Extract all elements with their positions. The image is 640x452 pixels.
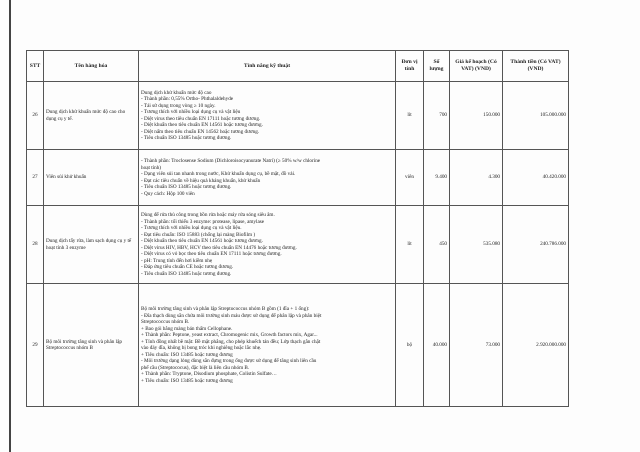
row-name: Bộ môi trường tăng sinh và phân lập Streptococcus nhóm B	[44, 284, 139, 407]
scan-border	[9, 0, 11, 452]
spec-line: - Diệt nấm theo tiêu chuẩn EN 14562 hoặc tương đương.	[141, 128, 260, 135]
spec-line: - Thành phần: tối thiểu 3 enzyme: protease, lipase, amylase	[141, 218, 265, 225]
row-stt: 28	[27, 206, 44, 284]
row-stt: 26	[27, 82, 44, 150]
spec-line: Dung dịch khử khuẩn mức độ cao	[141, 89, 212, 96]
row-total: 240.786.000	[503, 206, 569, 284]
table-row	[27, 284, 569, 407]
row-spec	[139, 206, 396, 284]
spec-line: - pH: Trung tính đến hơi kiềm nhẹ	[141, 257, 213, 264]
spec-line: - Tương thích với nhiều loại dụng cụ và vật liệu.	[141, 225, 242, 231]
spec-line: - Đáp ứng tiêu chuẩn CE hoặc tương đương.	[141, 264, 234, 270]
spec-line: - Tiêu chuẩn ISO 13485 hoặc tương đương.	[141, 270, 232, 277]
spec-line: - Tái sử dụng trong vòng ≥ 10 ngày.	[141, 102, 216, 109]
spec-line: - Tiêu chuẩn ISO 13485 hoặc tương đương.	[141, 135, 232, 141]
header-name: Tên hàng hóa	[44, 51, 139, 82]
row-name: Dung dịch tẩy rửa, làm sạch dụng cụ y tế hoạt tính 3 enzyme	[44, 206, 139, 284]
spec-line: - Tương thích với nhiều loại dụng cụ và vật liệu	[141, 109, 241, 115]
table-row	[27, 206, 569, 284]
spec-line: - Diệt virus có vỏ bọc theo tiêu chuẩn EN 17111 hoặc tương đương.	[141, 251, 282, 257]
row-total: 105.000.000	[503, 82, 569, 150]
row-unit: bộ	[396, 284, 424, 407]
spec-line: hoạt tính)	[141, 164, 162, 171]
spec-line: - Đạt các tiêu chuẩn về hiệu quả kháng khuẩn, khử khuẩn	[141, 177, 261, 184]
row-qty: 9.400	[424, 150, 450, 206]
spec-line: - Diệt khuẩn theo tiêu chuẩn EN 14561 hoặc tương đương.	[141, 238, 263, 244]
row-name: Dung dịch khử khuẩn mức độ cao cho dụng cụ y tế.	[44, 82, 139, 150]
header-unit: Đơn vị tính	[396, 51, 424, 82]
row-spec	[139, 284, 396, 407]
row-total: 2.920.000.000	[503, 284, 569, 407]
spec-line: Bộ môi trường tăng sinh và phân lập Streptococcus nhóm B gồm (1 đĩa + 1 ống):	[141, 306, 310, 312]
header-stt: STT	[27, 51, 44, 82]
spec-line: - Diệt virus HIV, HBV, HCV theo tiêu chuẩn EN 14476 hoặc tương đương.	[141, 244, 297, 251]
row-stt: 27	[27, 150, 44, 206]
row-spec	[139, 82, 396, 150]
header-row	[27, 51, 569, 82]
row-qty: 40.000	[424, 284, 450, 407]
spec-line: Streptococcus nhóm B.	[141, 319, 190, 325]
spec-line: + Bao gói bằng màng bán thấm Cellophane.	[141, 325, 233, 332]
spec-line: + Tiêu chuẩn: ISO 13485 hoặc tương đương	[141, 377, 233, 384]
header-qty: Số lượng	[424, 51, 450, 82]
header-total: Thành tiền (Có VAT) (VND)	[503, 51, 569, 82]
spec-line: + Tiêu chuẩn: ISO 13485 hoặc tương đương	[141, 351, 233, 358]
row-name: Viên sủi khử khuẩn	[44, 150, 139, 206]
spec-line: + Thành phần: Tryptone, Disodium phosphate, Colistin Sulfate…	[141, 371, 277, 377]
spec-line: - Diệt virus theo tiêu chuẩn EN 17111 hoặc tương đương.	[141, 115, 261, 122]
table-row	[27, 82, 569, 150]
table-row	[27, 150, 569, 206]
row-price: 4.300	[450, 150, 503, 206]
spec-line: - Thành phần: 0,55% Ortho- Phthalaldehyde	[141, 96, 234, 102]
row-stt: 29	[27, 284, 44, 407]
spec-line: - Tiêu chuẩn ISO 13485 hoặc tương đương.	[141, 184, 232, 190]
row-spec	[139, 150, 396, 206]
spec-line: - Thành phần: Troclosense Sodium (Dichloroisocyanurate Natri) (≥ 50% w/w chlorine	[141, 158, 321, 164]
row-price: 535.080	[450, 206, 503, 284]
row-total: 40.420.000	[503, 150, 569, 206]
spec-line: - Dạng viên sủi tan nhanh trong nước, Khử khuẩn dụng cụ, bề mặt, đồ vải.	[141, 171, 296, 177]
spec-line: - Đạt tiêu chuẩn: ISO 15883 (chống lại màng Biofilm )	[141, 231, 256, 238]
header-price: Giá kế hoạch (Có VAT) (VND)	[450, 51, 503, 82]
spec-line: Dùng để rửa thủ công trong bồn rửa hoặc máy rửa sóng siêu âm.	[141, 212, 275, 218]
row-qty: 450	[424, 206, 450, 284]
spec-line: - Môi trường dạng lỏng dùng sẵn đựng trong ống được sử dụng để tăng sinh liên cầu	[141, 358, 317, 364]
goods-table	[26, 50, 569, 407]
spec-line: + Thành phần: Peptone, yeast extract, Chromogenic mix, Growth factors mix, Agar...	[141, 332, 318, 338]
spec-line: + Tính đồng nhất bề mặt: Bề mặt phẳng, cho phép khuếch tán đều; Lớp thạch gắn chặt	[141, 338, 321, 345]
row-unit: viên	[396, 150, 424, 206]
row-price: 73.000	[450, 284, 503, 407]
spec-line: phế cầu (Streptococus), đặc biệt là liên cầu nhóm B.	[141, 364, 250, 371]
row-price: 150.000	[450, 82, 503, 150]
spec-line: vào đáy đĩa, không bị bong tróc khi nghiêng hoặc lắc nhẹ.	[141, 345, 262, 351]
row-unit: lít	[396, 206, 424, 284]
spec-line: - Diệt khuẩn theo tiêu chuẩn EN 14561 hoặc tương đương.	[141, 122, 263, 128]
row-qty: 700	[424, 82, 450, 150]
spec-line: - Đĩa thạch dùng sẵn chứa môi trường sinh máu được sử dụng để phân lập và phân biệt	[141, 312, 322, 319]
spec-line: - Quy cách: Hộp 100 viên	[141, 190, 195, 197]
header-spec: Tính năng kỹ thuật	[139, 51, 396, 82]
row-unit: lít	[396, 82, 424, 150]
